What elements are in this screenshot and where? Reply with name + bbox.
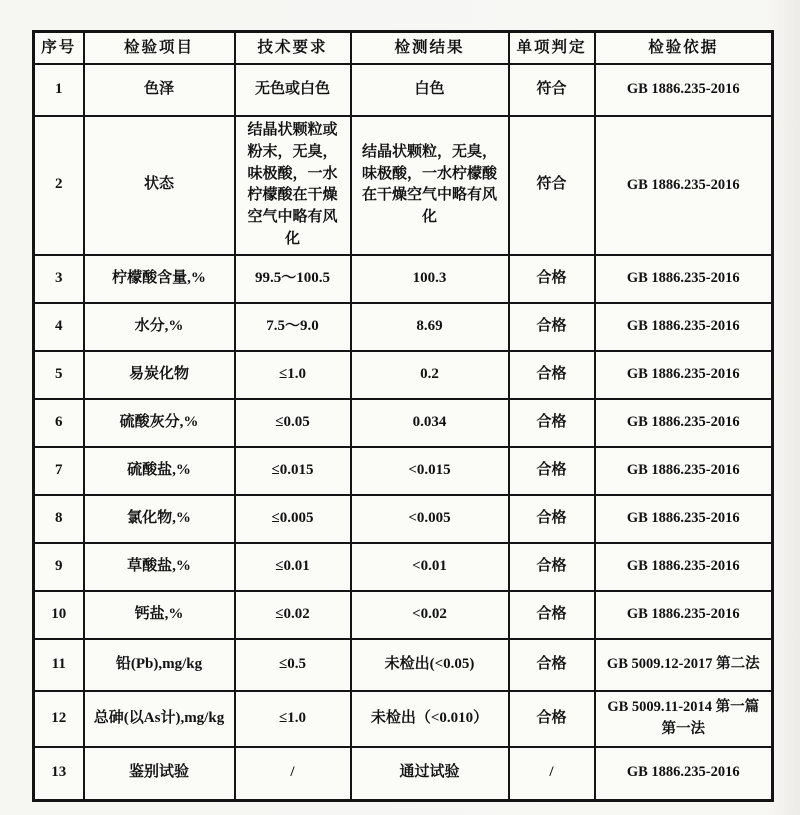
cell-result: <0.02 xyxy=(351,591,509,639)
column-header-result: 检测结果 xyxy=(351,32,509,65)
cell-requirement: 7.5～9.0 xyxy=(235,303,351,351)
cell-serial-no: 9 xyxy=(34,543,84,591)
cell-requirement: ≤0.05 xyxy=(235,399,351,447)
cell-judgment: / xyxy=(509,747,595,801)
cell-judgment: 合格 xyxy=(509,543,595,591)
cell-judgment: 符合 xyxy=(509,116,595,255)
cell-judgment: 符合 xyxy=(509,64,595,116)
cell-requirement: 结晶状颗粒或粉末，无臭，味极酸，一水柠檬酸在干燥空气中略有风化 xyxy=(235,116,351,255)
cell-item: 柠檬酸含量,% xyxy=(84,255,235,303)
cell-requirement: ≤0.5 xyxy=(235,639,351,691)
cell-serial-no: 12 xyxy=(34,691,84,747)
cell-serial-no: 2 xyxy=(34,116,84,255)
cell-item: 状态 xyxy=(84,116,235,255)
cell-judgment: 合格 xyxy=(509,255,595,303)
cell-requirement: ≤1.0 xyxy=(235,691,351,747)
table-row xyxy=(34,747,773,801)
cell-basis: GB 1886.235-2016 xyxy=(595,255,773,303)
cell-result: 结晶状颗粒，无臭，味极酸，一水柠檬酸在干燥空气中略有风化 xyxy=(351,116,509,255)
cell-item: 硫酸盐,% xyxy=(84,447,235,495)
cell-requirement: 99.5～100.5 xyxy=(235,255,351,303)
cell-result: 白色 xyxy=(351,64,509,116)
cell-item: 氯化物,% xyxy=(84,495,235,543)
table-header-row xyxy=(34,32,773,65)
cell-basis: GB 1886.235-2016 xyxy=(595,303,773,351)
cell-basis: GB 1886.235-2016 xyxy=(595,64,773,116)
cell-serial-no: 3 xyxy=(34,255,84,303)
column-header-requirement: 技术要求 xyxy=(235,32,351,65)
column-header-basis: 检验依据 xyxy=(595,32,773,65)
table-row xyxy=(34,399,773,447)
cell-judgment: 合格 xyxy=(509,639,595,691)
cell-result: 未检出（<0.010） xyxy=(351,691,509,747)
cell-basis: GB 1886.235-2016 xyxy=(595,399,773,447)
cell-basis: GB 1886.235-2016 xyxy=(595,447,773,495)
cell-result: 0.034 xyxy=(351,399,509,447)
table-row xyxy=(34,351,773,399)
table-row xyxy=(34,543,773,591)
table-row xyxy=(34,64,773,116)
cell-result: 0.2 xyxy=(351,351,509,399)
column-header-serial-no: 序号 xyxy=(34,32,84,65)
cell-basis: GB 5009.11-2014 第一篇第一法 xyxy=(595,691,773,747)
cell-requirement: ≤0.015 xyxy=(235,447,351,495)
column-header-judgment: 单项判定 xyxy=(509,32,595,65)
cell-item: 硫酸灰分,% xyxy=(84,399,235,447)
cell-judgment: 合格 xyxy=(509,691,595,747)
table-row xyxy=(34,116,773,255)
cell-judgment: 合格 xyxy=(509,303,595,351)
table-row xyxy=(34,495,773,543)
cell-serial-no: 11 xyxy=(34,639,84,691)
table-row xyxy=(34,303,773,351)
cell-item: 易炭化物 xyxy=(84,351,235,399)
cell-judgment: 合格 xyxy=(509,399,595,447)
cell-result: 通过试验 xyxy=(351,747,509,801)
cell-basis: GB 5009.12-2017 第二法 xyxy=(595,639,773,691)
cell-judgment: 合格 xyxy=(509,591,595,639)
cell-serial-no: 8 xyxy=(34,495,84,543)
cell-requirement: / xyxy=(235,747,351,801)
cell-judgment: 合格 xyxy=(509,495,595,543)
cell-basis: GB 1886.235-2016 xyxy=(595,351,773,399)
cell-result: <0.015 xyxy=(351,447,509,495)
column-header-item: 检验项目 xyxy=(84,32,235,65)
cell-basis: GB 1886.235-2016 xyxy=(595,591,773,639)
cell-basis: GB 1886.235-2016 xyxy=(595,543,773,591)
cell-serial-no: 1 xyxy=(34,64,84,116)
cell-result: <0.01 xyxy=(351,543,509,591)
cell-result: 未检出(<0.05) xyxy=(351,639,509,691)
cell-item: 总砷(以As计),mg/kg xyxy=(84,691,235,747)
table-row xyxy=(34,591,773,639)
cell-requirement: ≤0.01 xyxy=(235,543,351,591)
cell-requirement: ≤1.0 xyxy=(235,351,351,399)
table-row xyxy=(34,255,773,303)
cell-requirement: ≤0.02 xyxy=(235,591,351,639)
cell-item: 钙盐,% xyxy=(84,591,235,639)
table-row xyxy=(34,447,773,495)
cell-item: 草酸盐,% xyxy=(84,543,235,591)
cell-serial-no: 10 xyxy=(34,591,84,639)
cell-serial-no: 6 xyxy=(34,399,84,447)
cell-requirement: ≤0.005 xyxy=(235,495,351,543)
cell-result: 8.69 xyxy=(351,303,509,351)
inspection-results-table xyxy=(32,30,774,802)
cell-item: 铅(Pb),mg/kg xyxy=(84,639,235,691)
cell-serial-no: 7 xyxy=(34,447,84,495)
cell-basis: GB 1886.235-2016 xyxy=(595,116,773,255)
cell-basis: GB 1886.235-2016 xyxy=(595,747,773,801)
cell-serial-no: 5 xyxy=(34,351,84,399)
cell-item: 色泽 xyxy=(84,64,235,116)
cell-result: 100.3 xyxy=(351,255,509,303)
cell-serial-no: 13 xyxy=(34,747,84,801)
cell-serial-no: 4 xyxy=(34,303,84,351)
table-row xyxy=(34,691,773,747)
cell-judgment: 合格 xyxy=(509,351,595,399)
cell-judgment: 合格 xyxy=(509,447,595,495)
table-row xyxy=(34,639,773,691)
cell-item: 水分,% xyxy=(84,303,235,351)
cell-basis: GB 1886.235-2016 xyxy=(595,495,773,543)
cell-result: <0.005 xyxy=(351,495,509,543)
cell-requirement: 无色或白色 xyxy=(235,64,351,116)
cell-item: 鉴别试验 xyxy=(84,747,235,801)
